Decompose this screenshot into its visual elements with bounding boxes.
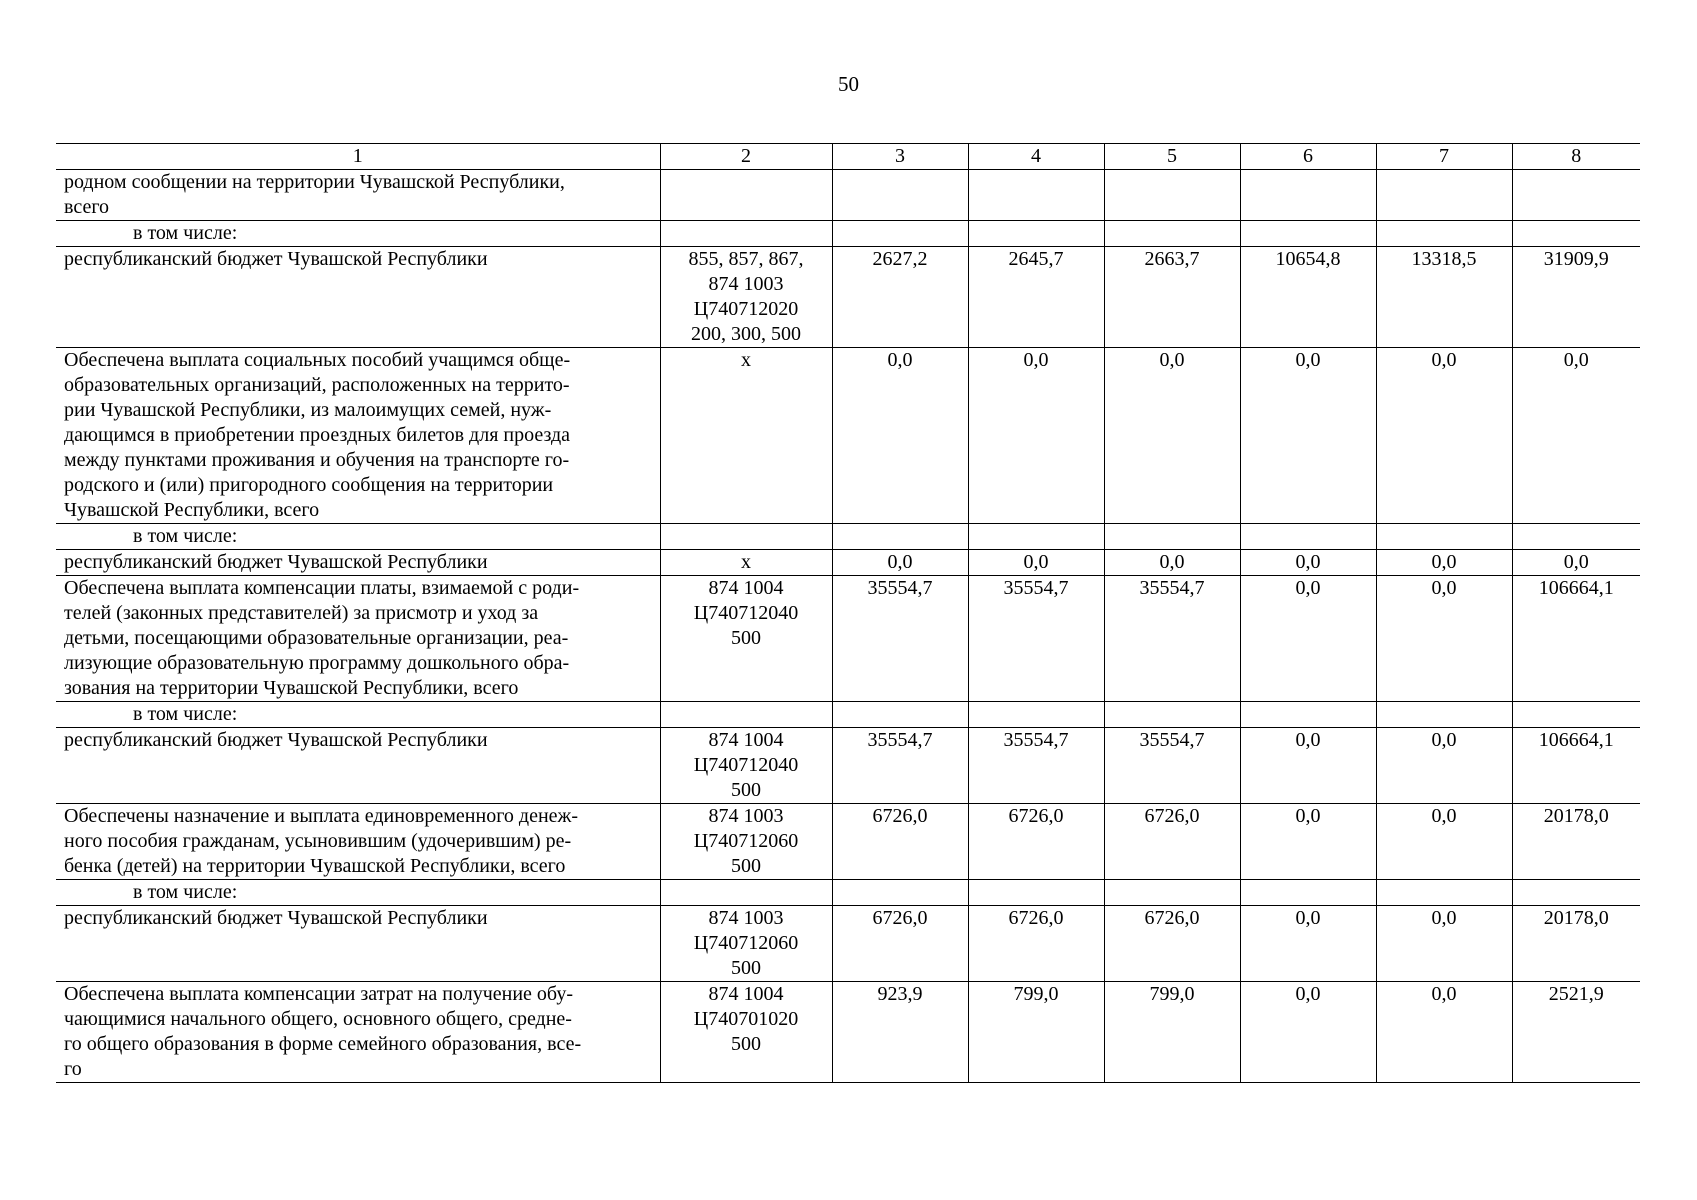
value-cell bbox=[968, 702, 1104, 728]
value-cell: 35554,7 bbox=[968, 576, 1104, 702]
value-cell: 0,0 bbox=[1376, 982, 1512, 1083]
row-description bbox=[56, 880, 660, 906]
value-cell bbox=[968, 221, 1104, 247]
description-line: лизующие образовательную программу дошкольного обра- bbox=[64, 652, 570, 674]
value-cell bbox=[1240, 170, 1376, 221]
value-cell: 0,0 bbox=[1240, 906, 1376, 982]
value-cell bbox=[1240, 702, 1376, 728]
table-body bbox=[56, 170, 1640, 1083]
row-description bbox=[56, 550, 660, 576]
value-cell: 2627,2 bbox=[832, 247, 968, 348]
description-line: телей (законных представителей) за присмотр и уход за bbox=[64, 602, 539, 624]
row-description bbox=[56, 348, 660, 524]
table-row bbox=[56, 550, 1640, 576]
budget-code bbox=[660, 550, 832, 576]
description-line: образовательных организаций, расположенных на террито- bbox=[64, 374, 570, 396]
table-row bbox=[56, 576, 1640, 702]
value-cell: 0,0 bbox=[1240, 348, 1376, 524]
budget-code-line: Ц740712040 bbox=[693, 754, 799, 776]
value-cell bbox=[1376, 170, 1512, 221]
value-cell bbox=[832, 170, 968, 221]
header-row bbox=[56, 144, 1640, 170]
page-number: 50 bbox=[838, 72, 859, 96]
description-line: в том числе: bbox=[133, 703, 238, 725]
value-cell bbox=[1376, 221, 1512, 247]
value-cell: 2645,7 bbox=[968, 247, 1104, 348]
budget-code-line: 874 1004 bbox=[708, 577, 784, 599]
table-row bbox=[56, 247, 1640, 348]
value-cell: 0,0 bbox=[1104, 348, 1240, 524]
budget-code bbox=[660, 728, 832, 804]
row-description bbox=[56, 247, 660, 348]
value-cell: 0,0 bbox=[1104, 550, 1240, 576]
budget-code-line: Ц740712040 bbox=[693, 602, 799, 624]
value-cell bbox=[1376, 702, 1512, 728]
value-cell bbox=[1104, 702, 1240, 728]
value-cell bbox=[968, 880, 1104, 906]
column-header: 6 bbox=[1240, 144, 1376, 170]
budget-code bbox=[660, 880, 832, 906]
value-cell: 35554,7 bbox=[1104, 728, 1240, 804]
row-description bbox=[56, 906, 660, 982]
description-line: республиканский бюджет Чувашской Республики bbox=[64, 551, 488, 573]
value-cell: 0,0 bbox=[1376, 804, 1512, 880]
table-row bbox=[56, 221, 1640, 247]
budget-table bbox=[56, 143, 1640, 1083]
value-cell bbox=[1376, 524, 1512, 550]
row-description bbox=[56, 170, 660, 221]
value-cell bbox=[1104, 221, 1240, 247]
description-line: детьми, посещающими образовательные организации, реа- bbox=[64, 627, 569, 649]
budget-code-line: 500 bbox=[731, 627, 761, 649]
row-description bbox=[56, 728, 660, 804]
value-cell: 35554,7 bbox=[968, 728, 1104, 804]
value-cell bbox=[1240, 221, 1376, 247]
table-row bbox=[56, 880, 1640, 906]
description-line: Обеспечены назначение и выплата единовременного денеж- bbox=[64, 805, 579, 827]
value-cell: 35554,7 bbox=[832, 576, 968, 702]
value-cell bbox=[1512, 524, 1640, 550]
value-cell bbox=[1512, 880, 1640, 906]
description-line: ного пособия гражданам, усыновившим (удочерившим) ре- bbox=[64, 830, 572, 852]
budget-code bbox=[660, 221, 832, 247]
budget-code bbox=[660, 906, 832, 982]
budget-code-line: 500 bbox=[731, 779, 761, 801]
description-line: в том числе: bbox=[133, 881, 238, 903]
row-description bbox=[56, 221, 660, 247]
value-cell: 0,0 bbox=[832, 550, 968, 576]
table-row bbox=[56, 728, 1640, 804]
value-cell: 0,0 bbox=[1240, 982, 1376, 1083]
budget-code-line: Ц740712060 bbox=[693, 830, 799, 852]
value-cell: 10654,8 bbox=[1240, 247, 1376, 348]
budget-code-line: 855, 857, 867, bbox=[688, 248, 804, 270]
description-line: родского и (или) пригородного сообщения на территории bbox=[64, 474, 554, 496]
value-cell: 35554,7 bbox=[1104, 576, 1240, 702]
description-line: чающимися начального общего, основного общего, средне- bbox=[64, 1008, 572, 1030]
budget-code-line: 874 1003 bbox=[708, 805, 784, 827]
value-cell bbox=[1104, 880, 1240, 906]
description-line: дающимся в приобретении проездных билетов для проезда bbox=[64, 424, 571, 446]
budget-code-line: 500 bbox=[731, 957, 761, 979]
value-cell: 0,0 bbox=[1376, 728, 1512, 804]
column-header: 5 bbox=[1104, 144, 1240, 170]
value-cell: 0,0 bbox=[1240, 804, 1376, 880]
description-line: го общего образования в форме семейного образования, все- bbox=[64, 1033, 582, 1055]
value-cell: 2663,7 bbox=[1104, 247, 1240, 348]
table-row bbox=[56, 804, 1640, 880]
budget-code-line: 874 1003 bbox=[708, 907, 784, 929]
budget-code bbox=[660, 170, 832, 221]
budget-code-line: Ц740701020 bbox=[693, 1008, 799, 1030]
description-line: зования на территории Чувашской Республики, всего bbox=[64, 677, 519, 699]
column-header: 4 bbox=[968, 144, 1104, 170]
value-cell: 31909,9 bbox=[1512, 247, 1640, 348]
budget-code-line: Ц740712020 bbox=[693, 298, 799, 320]
row-description bbox=[56, 524, 660, 550]
budget-code bbox=[660, 348, 832, 524]
budget-code-line: Ц740712060 bbox=[693, 932, 799, 954]
value-cell: 0,0 bbox=[1512, 550, 1640, 576]
value-cell: 20178,0 bbox=[1512, 804, 1640, 880]
value-cell: 0,0 bbox=[1376, 550, 1512, 576]
value-cell: 0,0 bbox=[1376, 348, 1512, 524]
description-line: Обеспечена выплата социальных пособий учащимся обще- bbox=[64, 349, 571, 371]
value-cell: 6726,0 bbox=[1104, 804, 1240, 880]
table-row bbox=[56, 524, 1640, 550]
value-cell bbox=[1104, 524, 1240, 550]
value-cell bbox=[1104, 170, 1240, 221]
value-cell bbox=[1512, 221, 1640, 247]
value-cell: 6726,0 bbox=[1104, 906, 1240, 982]
budget-code-line: 500 bbox=[731, 855, 761, 877]
description-line: всего bbox=[64, 196, 110, 218]
description-line: республиканский бюджет Чувашской Республики bbox=[64, 248, 488, 270]
value-cell bbox=[968, 170, 1104, 221]
value-cell: 13318,5 bbox=[1376, 247, 1512, 348]
budget-code bbox=[660, 247, 832, 348]
value-cell bbox=[968, 524, 1104, 550]
description-line: го bbox=[64, 1058, 82, 1080]
column-header: 8 bbox=[1512, 144, 1640, 170]
value-cell: 0,0 bbox=[1240, 576, 1376, 702]
row-description bbox=[56, 804, 660, 880]
value-cell bbox=[832, 524, 968, 550]
description-line: в том числе: bbox=[133, 222, 238, 244]
description-line: республиканский бюджет Чувашской Республики bbox=[64, 907, 488, 929]
row-description bbox=[56, 576, 660, 702]
description-line: рии Чувашской Республики, из малоимущих семей, нуж- bbox=[64, 399, 552, 421]
budget-code bbox=[660, 982, 832, 1083]
description-line: родном сообщении на территории Чувашской Республики, bbox=[64, 171, 565, 193]
value-cell bbox=[1512, 702, 1640, 728]
value-cell: 6726,0 bbox=[968, 804, 1104, 880]
table-row bbox=[56, 906, 1640, 982]
budget-code-line: 874 1003 bbox=[708, 273, 784, 295]
description-line: между пунктами проживания и обучения на транспорте го- bbox=[64, 449, 570, 471]
value-cell: 6726,0 bbox=[832, 804, 968, 880]
value-cell bbox=[1376, 880, 1512, 906]
description-line: Обеспечена выплата компенсации затрат на получение обу- bbox=[64, 983, 573, 1005]
value-cell bbox=[1240, 524, 1376, 550]
column-header: 3 bbox=[832, 144, 968, 170]
description-line: республиканский бюджет Чувашской Республики bbox=[64, 729, 488, 751]
value-cell bbox=[832, 221, 968, 247]
table-row bbox=[56, 982, 1640, 1083]
value-cell: 0,0 bbox=[1240, 550, 1376, 576]
column-header: 1 bbox=[56, 144, 660, 170]
budget-code-line: 500 bbox=[731, 1033, 761, 1055]
budget-code bbox=[660, 524, 832, 550]
value-cell: 0,0 bbox=[832, 348, 968, 524]
value-cell: 0,0 bbox=[968, 348, 1104, 524]
budget-code bbox=[660, 804, 832, 880]
value-cell: 0,0 bbox=[968, 550, 1104, 576]
budget-code bbox=[660, 702, 832, 728]
value-cell: 6726,0 bbox=[832, 906, 968, 982]
description-line: бенка (детей) на территории Чувашской Республики, всего bbox=[64, 855, 566, 877]
value-cell: 20178,0 bbox=[1512, 906, 1640, 982]
value-cell: 799,0 bbox=[1104, 982, 1240, 1083]
budget-code-line: 874 1004 bbox=[708, 983, 784, 1005]
budget-code bbox=[660, 576, 832, 702]
column-header: 2 bbox=[660, 144, 832, 170]
value-cell bbox=[832, 702, 968, 728]
description-line: в том числе: bbox=[133, 525, 238, 547]
value-cell: 35554,7 bbox=[832, 728, 968, 804]
row-description bbox=[56, 982, 660, 1083]
value-cell bbox=[832, 880, 968, 906]
value-cell: 2521,9 bbox=[1512, 982, 1640, 1083]
value-cell: 106664,1 bbox=[1512, 728, 1640, 804]
value-cell bbox=[1512, 170, 1640, 221]
value-cell: 0,0 bbox=[1376, 576, 1512, 702]
value-cell: 799,0 bbox=[968, 982, 1104, 1083]
value-cell bbox=[1240, 880, 1376, 906]
budget-code-line: х bbox=[741, 349, 751, 371]
value-cell: 0,0 bbox=[1376, 906, 1512, 982]
value-cell: 923,9 bbox=[832, 982, 968, 1083]
table-row bbox=[56, 348, 1640, 524]
description-line: Обеспечена выплата компенсации платы, взимаемой с роди- bbox=[64, 577, 580, 599]
description-line: Чувашской Республики, всего bbox=[64, 499, 320, 521]
table-row bbox=[56, 702, 1640, 728]
value-cell: 106664,1 bbox=[1512, 576, 1640, 702]
budget-code-line: 200, 300, 500 bbox=[691, 323, 801, 345]
table-row bbox=[56, 170, 1640, 221]
budget-code-line: х bbox=[741, 551, 751, 573]
value-cell: 0,0 bbox=[1240, 728, 1376, 804]
column-header: 7 bbox=[1376, 144, 1512, 170]
value-cell: 6726,0 bbox=[968, 906, 1104, 982]
budget-code-line: 874 1004 bbox=[708, 729, 784, 751]
value-cell: 0,0 bbox=[1512, 348, 1640, 524]
row-description bbox=[56, 702, 660, 728]
